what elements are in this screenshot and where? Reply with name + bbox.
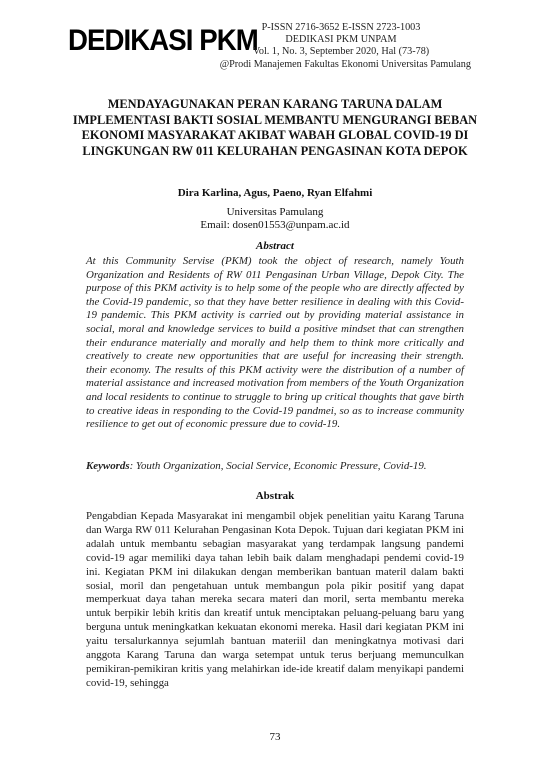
author-list: Dira Karlina, Agus, Paeno, Ryan Elfahmi — [177, 187, 373, 199]
copyright-line: @Prodi Manajemen Fakultas Ekonomi Universitas Pamulang — [219, 58, 471, 70]
issn-line: P-ISSN 2716-3652 E-ISSN 2723-1003 — [261, 22, 421, 33]
volume-line: Vol. 1, No. 3, September 2020, Hal (73-78) — [252, 46, 430, 58]
abstrak-heading: Abstrak — [255, 490, 295, 502]
abstrak-text: Pengabdian Kepada Masyarakat ini mengambil objek penelitian yaitu Karang Taruna dan Warga RW 011 Kelurahan Pengasinan Kota Depok. Tujuan dari kegiatan PKM ini adalah untuk membantu sebagian masyarakat yang terdampak langsung pandemi covid-19 agar memiliki daya tahan lebih baik dalam menghadapi pendemi covid-19 ini. Kegiatan PKM ini dilakukan dengan memberikan bantuan materil dalam bakti sosial, moril dan pengetahuan untuk membangun pola pikir positif yang dapat memperkuat daya tahan mereka secara materi dan moril, serta membantu mereka untuk berpikir lebih kritis dan kreatif untuk menciptakan peluang-peluang baru yang berguna untuk meningkatkan kekuatan ekonomi mereka. Hasil dari kegiatan PKM ini yaitu tersalurkannya sejumlah bantuan materiil dan meningkatnya motivasi dari anggota Karang Taruna dan warga setempat untuk terus berjuang memunculkan pemikiran-pemikiran kritis yang melahirkan ide-ide kreatif dalam menyikapi pandemi covid-19, sehingga — [86, 510, 464, 689]
affiliation: Universitas Pamulang — [226, 206, 324, 218]
paper-title: MENDAYAGUNAKAN PERAN KARANG TARUNA DALAM IMPLEMENTASI BAKTI SOSIAL MEMBANTU MENGURANGI BEBAN EKONOMI MASYARAKAT AKIBAT WABAH GLOBAL COVID-19 DI LINGKUNGAN RW 011 KELURAHAN PENGASINAN KOTA DEPOK — [72, 97, 478, 158]
keywords-label: Keywords — [86, 460, 130, 472]
abstract-text: At this Community Servise (PKM) took the object of research, namely Youth Organization and Residents of RW 011 Pengasinan Urban Village, Depok City. The purpose of this PKM activity is to help some of the people who are directly affected by the Covid-19 pandemic, so that they have better resilience in dealing with this Covid-19 pandemic. This PKM activity is carried out by providing material assistance in social, moral and knowledge services to build a positive mindset that can strengthen their endurance materially and morally and help them to think more critically and creatively to create new opportunities that are useful for increasing their strength. their economy. The results of this PKM activity were the distribution of a number of material assistance and increased motivation from members of the Youth Organization and local residents to continue to struggle to bring up critical thoughts that gave birth to creative ideas in responding to the Covid-19 pandmei, so as to increase community resilience to get out of economic pressure due to covid-19. — [86, 255, 464, 431]
journal-name: DEDIKASI PKM UNPAM — [285, 34, 397, 46]
author-email: Email: dosen01553@unpam.ac.id — [200, 219, 350, 231]
abstract-heading: Abstract — [256, 240, 294, 252]
journal-logo: DEDIKASI PKM — [68, 24, 258, 57]
keywords — [86, 460, 464, 474]
page-number: 73 — [269, 731, 281, 743]
keywords-text: : Youth Organization, Social Service, Economic Pressure, Covid-19. — [129, 460, 427, 472]
journal-meta — [211, 22, 471, 71]
